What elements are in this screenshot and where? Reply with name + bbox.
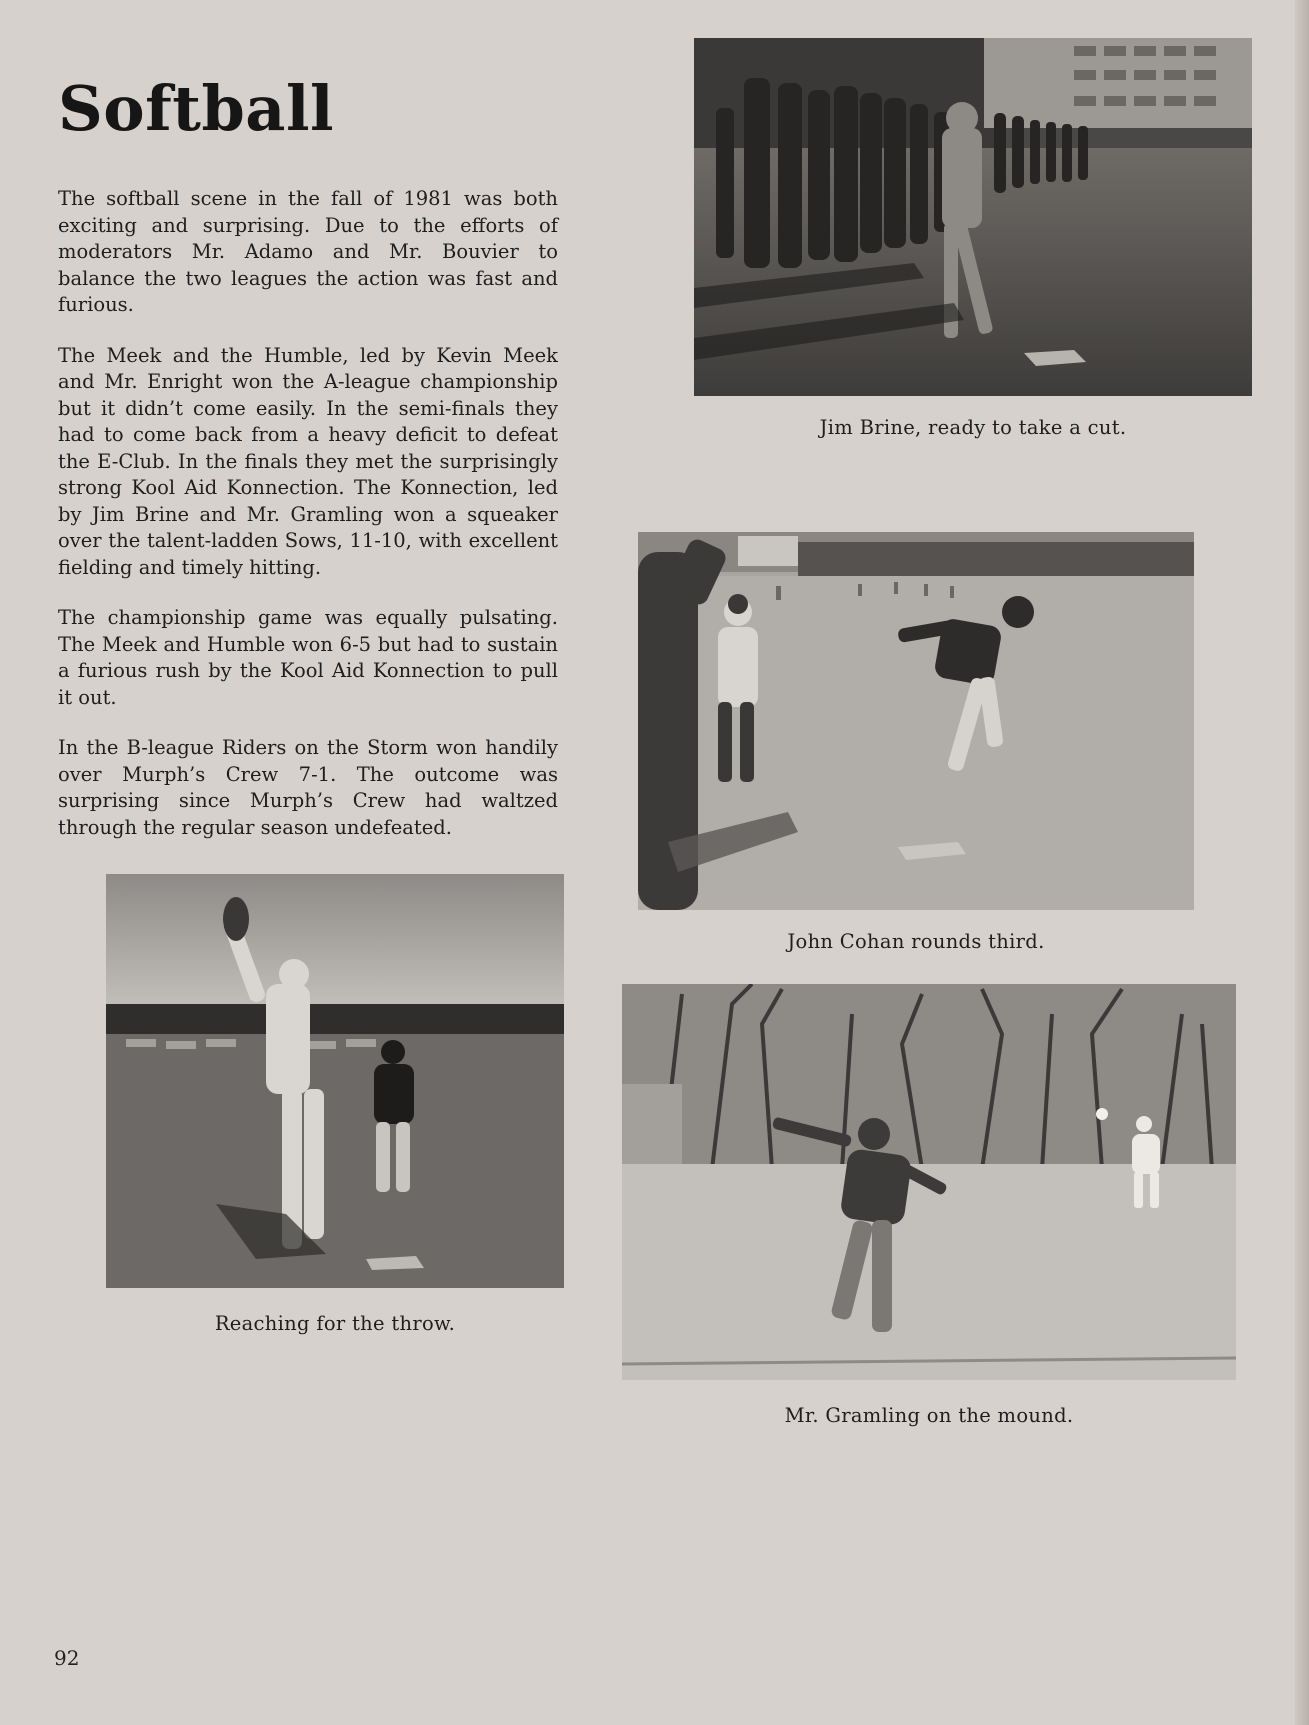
- catch-photo: [106, 874, 564, 1288]
- batter-photo: [694, 38, 1252, 396]
- pitcher-photo-caption: Mr. Gramling on the mound.: [784, 1404, 1074, 1427]
- catch-photo-caption: Reaching for the throw.: [214, 1312, 456, 1335]
- page-title: Softball: [58, 72, 335, 145]
- runner-photo-caption: John Cohan rounds third.: [787, 930, 1045, 953]
- article-paragraph: The Meek and the Humble, led by Kevin Meek and Mr. Enright won the A-league championship but it didn’t come easily. In the semi-finals they had to come back from a heavy deficit to defeat the E-Club. In the finals they met the surprisingly strong Kool Aid Konnection. The Konnection, led by Jim Brine and Mr. Gramling won a squeaker over the talent-ladden Sows, 11-10, with excellent fielding and timely hitting.: [58, 343, 558, 579]
- article-paragraph: The championship game was equally pulsating. The Meek and Humble won 6-5 but had to sustain a furious rush by the Kool Aid Konnection to pull it out.: [58, 606, 558, 709]
- article-paragraph: The softball scene in the fall of 1981 was both exciting and surprising. Due to the efforts of moderators Mr. Adamo and Mr. Bouvier to balance the two leagues the action was fast and furious.: [58, 187, 558, 316]
- pitcher-photo: [622, 984, 1236, 1380]
- batter-photo-caption: Jim Brine, ready to take a cut.: [819, 416, 1127, 439]
- article-body: [58, 186, 558, 865]
- runner-photo: [638, 532, 1194, 910]
- page-number: 92: [54, 1646, 80, 1670]
- page-edge: [1295, 0, 1309, 1725]
- article-paragraph: In the B-league Riders on the Storm won handily over Murph’s Crew 7-1. The outcome was surprising since Murph’s Crew had waltzed through the regular season undefeated.: [58, 736, 558, 839]
